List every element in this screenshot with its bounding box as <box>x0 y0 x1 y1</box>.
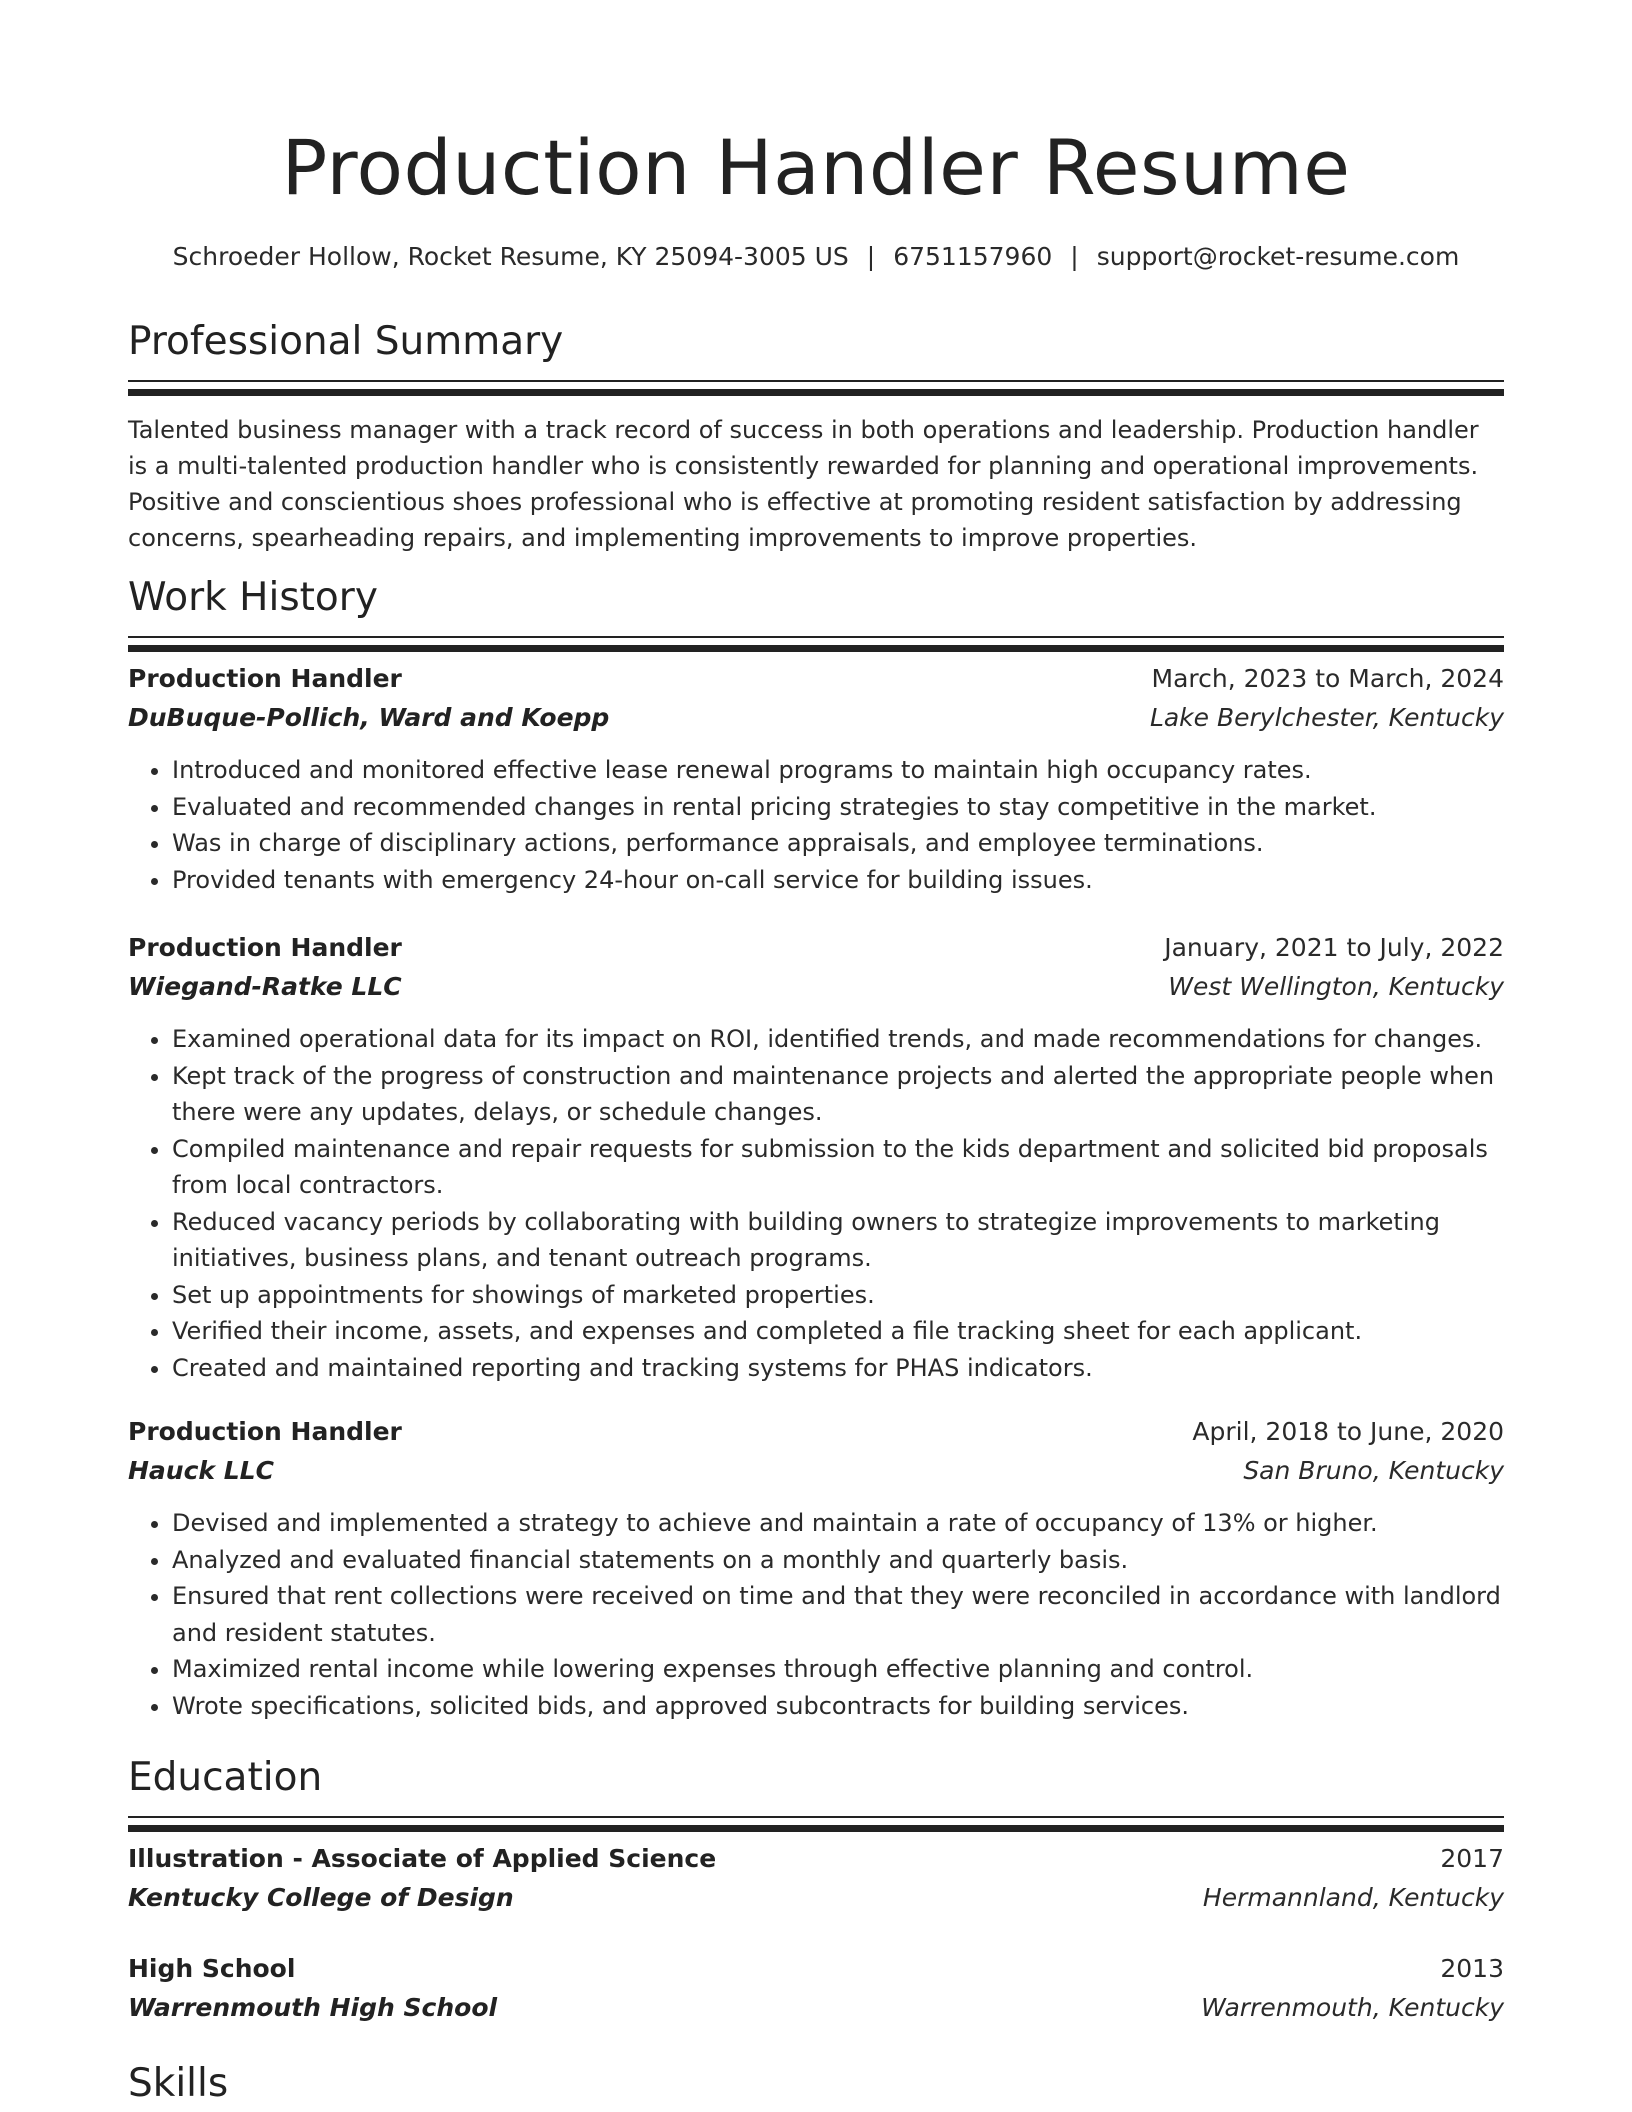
section-heading-skills: Skills <box>128 2061 229 2106</box>
section-divider <box>128 380 1504 396</box>
job-entry <box>128 1413 1504 1724</box>
summary-text: Talented business manager with a track record of success in both operations and leadership. Production handler is a multi-talented production handler who is consistently rewarded for planning and operational improvements. Positive and conscientious shoes professional who is effective at promoting resident satisfaction by addressing concerns, spearheading repairs, and implementing improvements to improve properties. <box>128 416 1479 552</box>
bullet-item: • Maximized rental income while lowering expenses through effective planning and control. <box>172 1651 1504 1688</box>
contact-separator: | <box>866 242 876 271</box>
bullet-item: • Evaluated and recommended changes in rental pricing strategies to stay competitive in the market. <box>172 789 1504 826</box>
education-degree: High School <box>128 1954 296 1983</box>
education-school: Warrenmouth High School <box>128 1993 498 2022</box>
job-location: West Wellington, Kentucky <box>1168 972 1504 1001</box>
work-history-section <box>128 572 1504 652</box>
bullet-item: • Was in charge of disciplinary actions, performance appraisals, and employee terminations. <box>172 825 1504 862</box>
job-dates: March, 2023 to March, 2024 <box>1151 664 1504 693</box>
education-degree: Illustration - Associate of Applied Science <box>128 1844 717 1873</box>
job-title: Production Handler <box>128 933 402 962</box>
job-title: Production Handler <box>128 1417 402 1446</box>
contact-phone: 6751157960 <box>893 242 1053 271</box>
job-company: Hauck LLC <box>128 1456 274 1485</box>
bullet-item: • Introduced and monitored effective lease renewal programs to maintain high occupancy rates. <box>172 752 1504 789</box>
bullet-item: • Verified their income, assets, and expenses and completed a file tracking sheet for each applicant. <box>172 1313 1504 1350</box>
section-heading-work: Work History <box>128 575 378 620</box>
summary-section <box>128 316 1504 556</box>
job-company: DuBuque-Pollich, Ward and Koepp <box>128 703 610 732</box>
job-bullets <box>128 1021 1504 1386</box>
education-school: Kentucky College of Design <box>128 1883 514 1912</box>
job-entry <box>128 929 1504 1386</box>
bullet-item: • Created and maintained reporting and tracking systems for PHAS indicators. <box>172 1350 1504 1387</box>
job-location: San Bruno, Kentucky <box>1243 1456 1504 1485</box>
education-entry <box>128 1840 1504 1918</box>
skills-section <box>128 2058 1504 2110</box>
job-dates: April, 2018 to June, 2020 <box>1192 1417 1504 1446</box>
bullet-item: • Compiled maintenance and repair requests for submission to the kids department and solicited bid proposals from local contractors. <box>172 1131 1504 1204</box>
contact-line <box>128 240 1504 274</box>
education-year: 2013 <box>1440 1954 1504 1983</box>
job-company: Wiegand-Ratke LLC <box>128 972 402 1001</box>
bullet-item: • Provided tenants with emergency 24-hour on-call service for building issues. <box>172 862 1504 899</box>
contact-address: Schroeder Hollow, Rocket Resume, KY 25094-3005 US <box>172 242 849 271</box>
section-divider <box>128 636 1504 652</box>
section-heading-summary: Professional Summary <box>128 319 564 364</box>
section-divider <box>128 1816 1504 1832</box>
education-year: 2017 <box>1440 1844 1504 1873</box>
education-location: Hermannland, Kentucky <box>1202 1883 1504 1912</box>
resume-title: Production Handler Resume <box>281 123 1351 212</box>
job-bullets <box>128 1505 1504 1724</box>
bullet-item: • Reduced vacancy periods by collaborating with building owners to strategize improvements to marketing initiatives, business plans, and tenant outreach programs. <box>172 1204 1504 1277</box>
job-location: Lake Berylchester, Kentucky <box>1149 703 1504 732</box>
bullet-item: • Ensured that rent collections were received on time and that they were reconciled in accordance with landlord and resident statutes. <box>172 1578 1504 1651</box>
bullet-item: • Kept track of the progress of construction and maintenance projects and alerted the appropriate people when there were any updates, delays, or schedule changes. <box>172 1058 1504 1131</box>
job-title: Production Handler <box>128 664 402 693</box>
bullet-item: • Examined operational data for its impact on ROI, identified trends, and made recommendations for changes. <box>172 1021 1504 1058</box>
education-section <box>128 1752 1504 1832</box>
bullet-item: • Devised and implemented a strategy to achieve and maintain a rate of occupancy of 13% or higher. <box>172 1505 1504 1542</box>
contact-separator: | <box>1070 242 1079 271</box>
section-heading-education: Education <box>128 1755 323 1800</box>
bullet-item: • Set up appointments for showings of marketed properties. <box>172 1277 1504 1314</box>
education-location: Warrenmouth, Kentucky <box>1201 1993 1504 2022</box>
bullet-item: • Analyzed and evaluated financial statements on a monthly and quarterly basis. <box>172 1542 1504 1579</box>
education-entry <box>128 1950 1504 2028</box>
job-entry <box>128 660 1504 898</box>
job-dates: January, 2021 to July, 2022 <box>1164 933 1504 962</box>
contact-email: support@rocket-resume.com <box>1096 242 1460 271</box>
bullet-item: • Wrote specifications, solicited bids, and approved subcontracts for building services. <box>172 1688 1504 1725</box>
job-bullets <box>128 752 1504 898</box>
